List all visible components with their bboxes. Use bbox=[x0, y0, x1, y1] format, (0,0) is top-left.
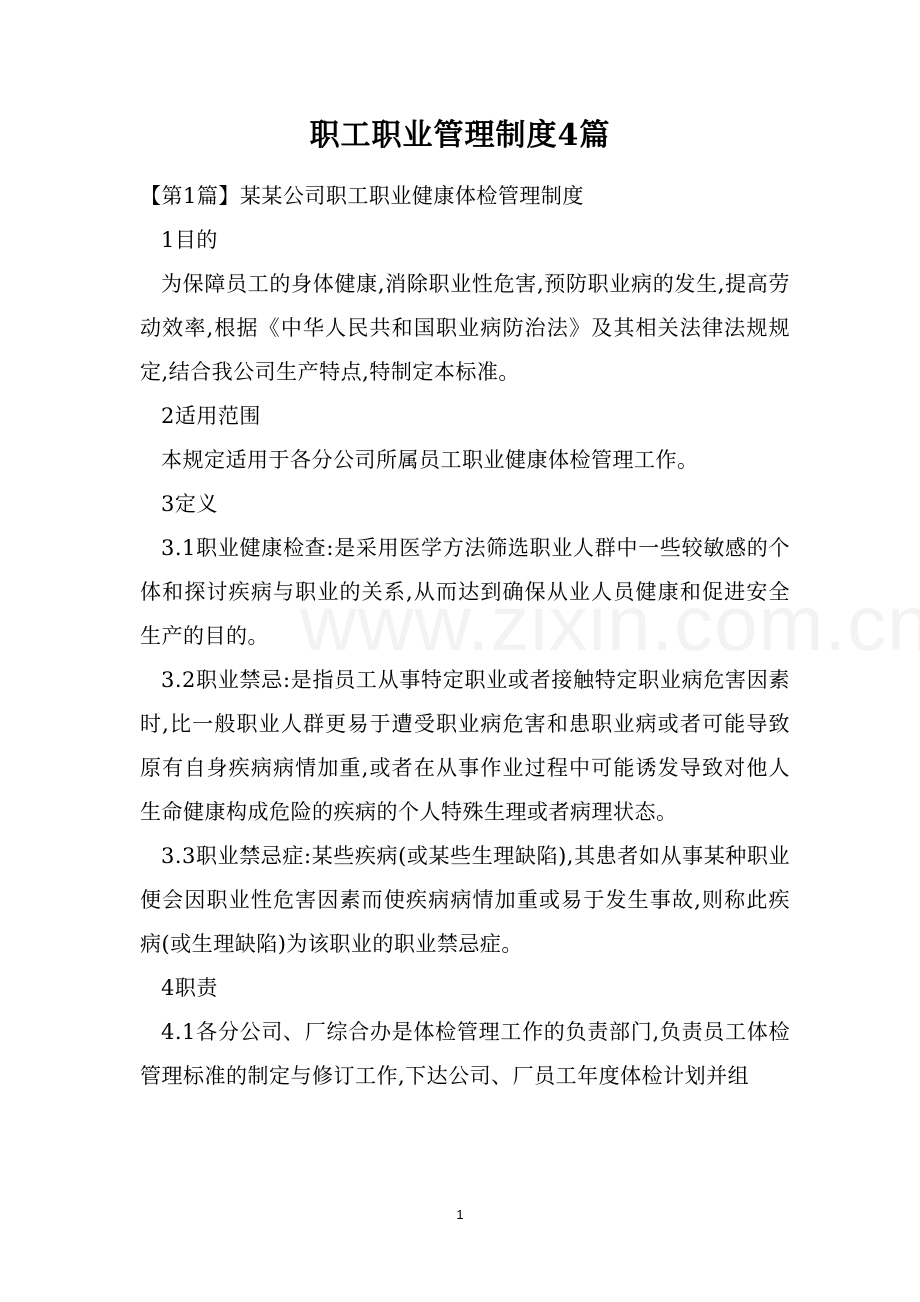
paragraph: 2适用范围 bbox=[161, 404, 261, 428]
paragraph: 1目的 bbox=[161, 228, 218, 252]
paragraph: 4职责 bbox=[161, 976, 218, 1000]
paragraph: 本规定适用于各分公司所属员工职业健康体检管理工作。 bbox=[161, 448, 699, 472]
document-title: 职工职业管理制度4篇 bbox=[309, 118, 611, 153]
paragraph: 3.3职业禁忌症:某些疾病(或某些生理缺陷),其患者如从事某种职业便会因职业性危害因素而使疾病病情加重或易于发生事故,则称此疾病(或生理缺陷)为该职业的职业禁忌症。 bbox=[140, 844, 790, 956]
paragraph: 4.1各分公司、厂综合办是体检管理工作的负责部门,负责员工体检管理标准的制定与修订工作,下达公司、厂员工年度体检计划并组 bbox=[140, 1020, 790, 1088]
page-number: 1 bbox=[456, 1207, 464, 1222]
section-heading: 【第1篇】某某公司职工职业健康体检管理制度 bbox=[140, 184, 584, 208]
paragraph: 3定义 bbox=[161, 492, 218, 516]
document-body bbox=[140, 174, 790, 1098]
paragraph: 3.2职业禁忌:是指员工从事特定职业或者接触特定职业病危害因素时,比一般职业人群更易于遭受职业病危害和患职业病或者可能导致原有自身疾病病情加重,或者在从事作业过程中可能诱发导致对他人生命健康构成危险的疾病的个人特殊生理或者病理状态。 bbox=[140, 668, 790, 824]
paragraph: 3.1职业健康检查:是采用医学方法筛选职业人群中一些较敏感的个体和探讨疾病与职业的关系,从而达到确保从业人员健康和促进安全生产的目的。 bbox=[140, 536, 790, 648]
paragraph: 为保障员工的身体健康,消除职业性危害,预防职业病的发生,提高劳动效率,根据《中华人民共和国职业病防治法》及其相关法律法规规定,结合我公司生产特点,特制定本标准。 bbox=[140, 272, 790, 384]
